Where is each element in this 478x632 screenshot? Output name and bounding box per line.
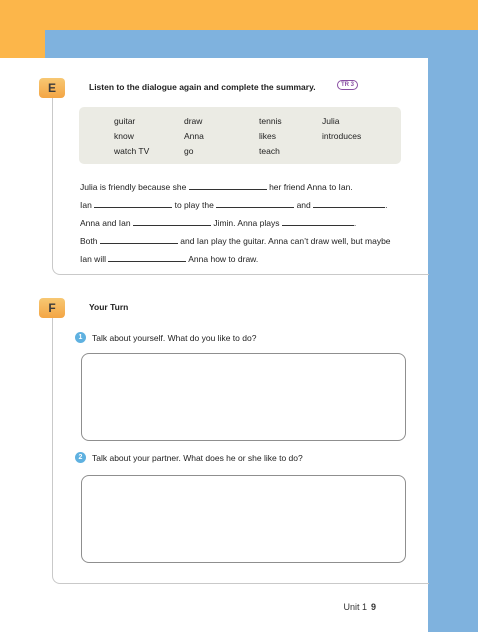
page-footer bbox=[343, 602, 376, 612]
summary-text: Julia is friendly because she bbox=[80, 182, 187, 192]
fill-in-blank[interactable] bbox=[100, 234, 178, 244]
summary-text: Jimin. Anna plays bbox=[213, 218, 280, 228]
fill-in-blank[interactable] bbox=[133, 216, 211, 226]
section-f-title: Your Turn bbox=[89, 302, 129, 312]
word-bank-item: guitar bbox=[114, 116, 136, 126]
unit-label: Unit 1 bbox=[343, 602, 367, 612]
answer-box-2[interactable] bbox=[81, 475, 406, 563]
summary-line bbox=[80, 232, 410, 250]
fill-in-blank[interactable] bbox=[282, 216, 357, 228]
summary-text: and Ian play the guitar. Anna can’t draw well, but maybe bbox=[180, 236, 391, 246]
word-bank-item: tennis bbox=[259, 116, 282, 126]
word-bank-item: introduces bbox=[322, 131, 362, 141]
question-2-text: Talk about your partner. What does he or she like to do? bbox=[92, 452, 303, 463]
summary-line bbox=[80, 196, 410, 214]
word-bank-item: likes bbox=[259, 131, 277, 141]
workbook-page bbox=[0, 58, 428, 632]
word-bank-item: watch TV bbox=[114, 146, 150, 156]
fill-in-blank[interactable] bbox=[216, 198, 294, 208]
question-1-text: Talk about yourself. What do you like to do? bbox=[92, 332, 257, 343]
word-bank-item: Julia bbox=[322, 116, 340, 126]
summary-text: Both bbox=[80, 236, 98, 246]
summary-text: Anna how to draw. bbox=[188, 254, 259, 264]
question-2 bbox=[75, 452, 303, 463]
summary-text: Anna and Ian bbox=[80, 218, 131, 228]
summary-text: Ian will bbox=[80, 254, 106, 264]
summary-text: and bbox=[296, 200, 311, 210]
summary-line bbox=[80, 214, 410, 232]
summary-text: her friend Anna to Ian. bbox=[269, 182, 353, 192]
summary-text: . bbox=[385, 200, 388, 210]
section-f-badge: F bbox=[39, 298, 65, 318]
question-number-2: 2 bbox=[75, 452, 86, 463]
audio-track-label[interactable]: TR 3 bbox=[337, 80, 358, 90]
section-f bbox=[48, 298, 429, 584]
section-e-title: Listen to the dialogue again and complete the summary. bbox=[89, 82, 316, 92]
summary-line bbox=[80, 178, 410, 196]
answer-box-1[interactable] bbox=[81, 353, 406, 441]
word-bank-item: Anna bbox=[184, 131, 204, 141]
summary-line bbox=[80, 250, 410, 268]
fill-in-blank[interactable] bbox=[94, 198, 172, 208]
section-e-badge: E bbox=[39, 78, 65, 98]
word-bank-item: know bbox=[114, 131, 134, 141]
question-1 bbox=[75, 332, 256, 343]
word-bank bbox=[79, 107, 401, 164]
fill-in-blank[interactable] bbox=[313, 198, 388, 210]
page-number: 9 bbox=[370, 602, 376, 612]
summary-text: . bbox=[353, 218, 357, 228]
word-bank-item: teach bbox=[259, 146, 280, 156]
fill-in-blank[interactable] bbox=[108, 252, 186, 262]
section-e bbox=[47, 78, 429, 275]
summary-paragraph bbox=[80, 178, 410, 268]
word-bank-item: draw bbox=[184, 116, 203, 126]
fill-in-blank[interactable] bbox=[189, 180, 267, 190]
question-number-1: 1 bbox=[75, 332, 86, 343]
summary-text: to play the bbox=[174, 200, 214, 210]
summary-text: Ian bbox=[80, 200, 92, 210]
word-bank-item: go bbox=[184, 146, 194, 156]
